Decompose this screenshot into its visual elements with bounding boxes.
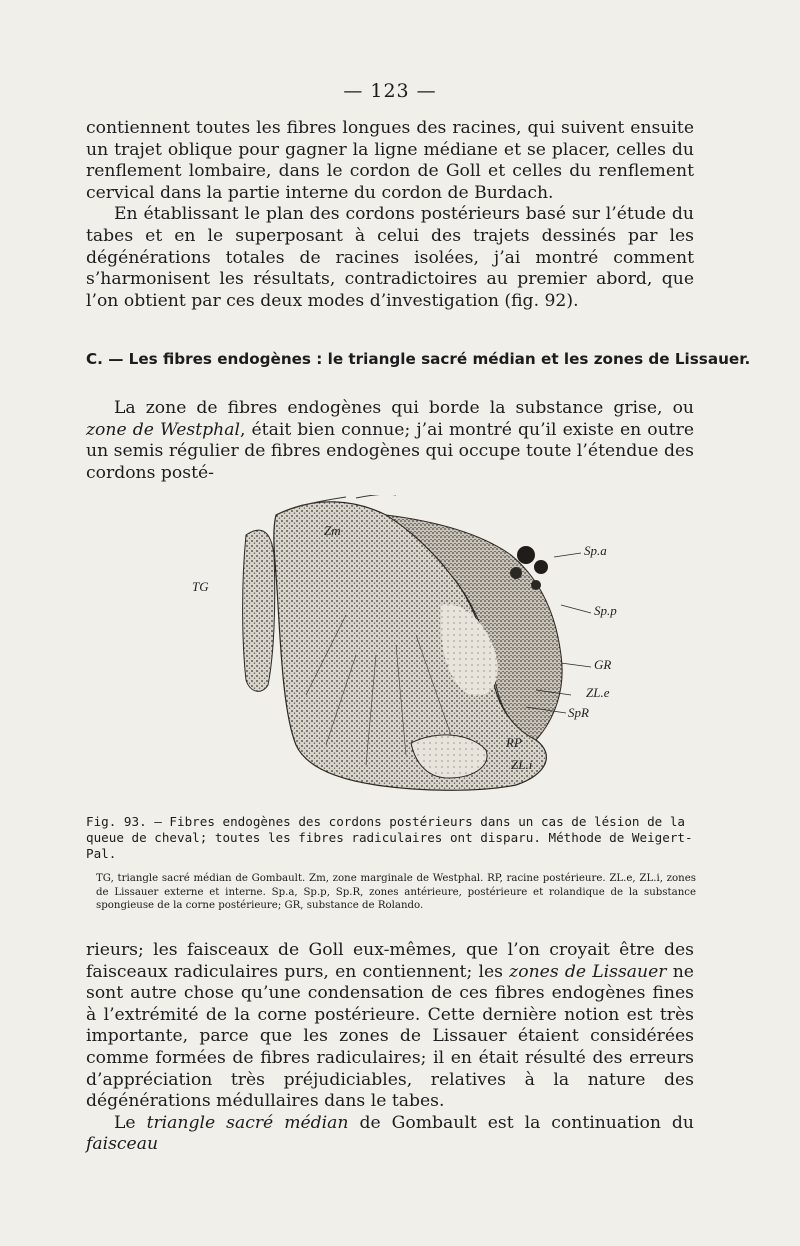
median-triangle-shape: [243, 530, 275, 691]
paragraph-1: [86, 118, 694, 312]
paragraph-4-end: ne sont autre chose qu’une condensation de ces fibres endogènes fines à l’extrémité de la corne postérieure. Cette dernière notion est très importante, parce que les zones de Lissauer étaient considérées comme formées de fibres radiculaires; il en était résulté des erreurs d’appréciation très préjudiciables, relatives à la nature des dégénérations médullaires dans le tabes.: [86, 961, 694, 1112]
label-gr: GR: [594, 657, 612, 672]
label-spp: Sp.p: [594, 603, 617, 618]
paragraph-2-text: En établissant le plan des cordons postérieurs basé sur l’étude du tabes et en le superposant à celui des trajets dessinés par les dégénérations totales de racines isolées, j’ai montré comment s’harmonisent les résultats, contradictoires au premier abord, que l’on obtient par ces deux modes d’investigation (fig. 92).: [86, 204, 694, 311]
label-zle: ZL.e: [586, 685, 610, 700]
label-zli: ZL.i: [511, 757, 533, 772]
paragraph-5-start: Le: [114, 1112, 147, 1133]
figure-caption-label: Fig. 93.: [86, 814, 147, 829]
figure-93: [192, 495, 646, 795]
label-rp: RP: [506, 735, 522, 750]
paragraph-3-term: zone de Westphal: [86, 419, 240, 440]
figure-caption: [86, 814, 694, 862]
paragraph-4-term: zones de Lissauer: [509, 961, 667, 982]
paragraph-4: [86, 940, 694, 1156]
paragraph-3: [86, 398, 694, 484]
spinal-cord-illustration: [236, 495, 646, 795]
label-spa: Sp.a: [584, 543, 607, 558]
figure-caption-text: — Fibres endogènes des cordons postérieurs dans un cas de lésion de la queue de cheval; toutes les fibres radiculaires ont disparu. Méthode de Weigert-Pal.: [86, 814, 693, 861]
section-heading: C. — Les fibres endogènes : le triangle sacré médian et les zones de Lissauer.: [86, 350, 751, 368]
figure-legend: TG, triangle sacré médian de Gombault. Zm, zone marginale de Westphal. RP, racine postérieure. ZL.e, ZL.i, zones de Lissauer externe et interne. Sp.a, Sp.p, Sp.R, zones antérieure, postérieure et rolandique de la substance spongieuse de la corne postérieure; GR, substance de Rolando.: [96, 873, 696, 912]
page-number: — 123 —: [343, 80, 437, 102]
label-zm: Zm: [324, 523, 341, 538]
label-spr: SpR: [568, 705, 589, 720]
paragraph-4-start: rieurs; les faisceaux de Goll eux-mêmes, que l’on croyait être des faisceaux radiculaires purs, en contiennent; les: [86, 940, 694, 982]
paragraph-3-end: , était bien connue; j’ai montré qu’il existe en outre un semis régulier de fibres endogènes qui occupe toute l’étendue des cordons posté-: [86, 419, 694, 483]
paragraph-5-term: triangle sacré médian: [146, 1112, 349, 1133]
paragraph-1-text: contiennent toutes les fibres longues des racines, qui suivent ensuite un trajet oblique pour gagner la ligne médiane et se placer, celles du renflement lombaire, dans le cordon de Goll et celles du renflement cervical dans la partie interne du cordon de Burdach.: [86, 118, 694, 203]
paragraph-5-term2: faisceau: [86, 1134, 159, 1155]
paragraph-5-mid: de Gombault est la continuation du: [348, 1112, 694, 1133]
paragraph-3-start: La zone de fibres endogènes qui borde la substance grise, ou: [114, 398, 694, 418]
label-tg: TG: [192, 579, 209, 594]
